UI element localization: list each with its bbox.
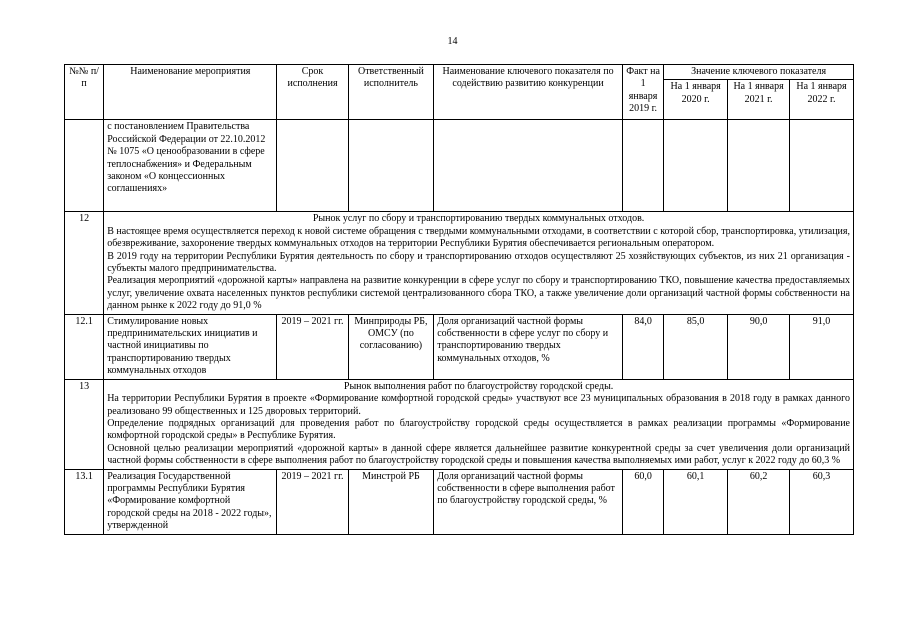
cell-term <box>277 120 348 212</box>
section-paragraph: Реализация мероприятий «дорожной карты» направлена на развитие конкуренции в сфере услуг по сбору и транспортированию ТКО, повышение качества предоставляемых услуг, увеличение охвата населенных пунктов республики системой централизованного сбора ТКО, а также увеличение доли организаций частной формы собственности на данном рынке к 2022 году до 91,0 % <box>107 275 850 312</box>
header-fact: Факт на 1 января 2019 г. <box>622 65 663 120</box>
cell-term: 2019 – 2021 гг. <box>277 314 348 379</box>
cell-2020: 60,1 <box>664 469 728 534</box>
cell-num: 13.1 <box>65 469 104 534</box>
cell-indicator: Доля организаций частной формы собственности в сфере услуг по сбору и транспортированию твердых коммунальных отходов, % <box>434 314 623 379</box>
section-row <box>65 379 854 469</box>
cell-2020 <box>664 120 728 212</box>
cell-responsible: Минприроды РБ, ОМСУ (по согласованию) <box>348 314 434 379</box>
section-body <box>104 379 854 469</box>
header-event: Наименование мероприятия <box>104 65 277 120</box>
section-body <box>104 212 854 314</box>
header-year-2021: На 1 января 2021 г. <box>728 80 790 120</box>
cell-event: Стимулирование новых предпринимательских инициатив и частной инициативы по транспортированию твердых коммунальных отходов <box>104 314 277 379</box>
section-row <box>65 212 854 314</box>
cell-responsible: Минстрой РБ <box>348 469 434 534</box>
header-responsible: Ответственный исполнитель <box>348 65 434 120</box>
header-term: Срок исполнения <box>277 65 348 120</box>
header-num: №№ п/п <box>65 65 104 120</box>
cell-fact <box>622 120 663 212</box>
header-indicator: Наименование ключевого показателя по содействию развитию конкуренции <box>434 65 623 120</box>
section-title: Рынок услуг по сбору и транспортированию твердых коммунальных отходов. <box>312 213 645 225</box>
cell-2022: 60,3 <box>790 469 854 534</box>
cell-indicator <box>434 120 623 212</box>
table-row <box>65 469 854 534</box>
roadmap-table <box>64 64 854 535</box>
cell-responsible <box>348 120 434 212</box>
table-row <box>65 120 854 212</box>
cell-2021 <box>728 120 790 212</box>
cell-event: с постановлением Правительства Российской Федерации от 22.10.2012 № 1075 «О ценообразовании в сфере теплоснабжения» и Федеральным законом «О концессионных соглашениях» <box>104 120 277 212</box>
section-paragraph: Определение подрядных организаций для проведения работ по благоустройству городской среды осуществляется в рамках реализации программы «Формирование комфортной городской среды» в Республике Бурятия. <box>107 417 850 442</box>
cell-term: 2019 – 2021 гг. <box>277 469 348 534</box>
section-paragraph: На территории Республики Бурятия в проекте «Формирование комфортной городской среды» участвуют все 23 муниципальных образования в 2018 году в рамках данного реализовано 99 общественных и 125 дворовых территорий. <box>107 393 850 417</box>
page-number: 14 <box>447 36 458 47</box>
cell-fact: 84,0 <box>622 314 663 379</box>
section-number: 13 <box>65 379 104 469</box>
section-number: 12 <box>65 212 104 314</box>
cell-fact: 60,0 <box>622 469 663 534</box>
cell-2021: 90,0 <box>728 314 790 379</box>
table-row <box>65 314 854 379</box>
cell-indicator: Доля организаций частной формы собственности в сфере выполнения работ по благоустройству городской среды, % <box>434 469 623 534</box>
cell-2022: 91,0 <box>790 314 854 379</box>
cell-num: 12.1 <box>65 314 104 379</box>
section-title: Рынок выполнения работ по благоустройству городской среды. <box>343 380 614 392</box>
cell-2020: 85,0 <box>664 314 728 379</box>
section-paragraph: Основной целью реализации мероприятий «дорожной карты» в данной сфере является дальнейшее развитие конкурентной среды за счет увеличения доли организаций частной формы собственности в сфере выполнения работ по благоустройству городской среды и повышения качества выполняемых ими работ, услуг к 2022 году до 60,3 % <box>107 442 850 467</box>
cell-2021: 60,2 <box>728 469 790 534</box>
header-year-2020: На 1 января 2020 г. <box>664 80 728 120</box>
section-paragraph: В настоящее время осуществляется переход к новой системе обращения с твердыми коммунальными отходами, в соответствии с которой сбор, транспортировка, утилизация, обезвреживание, захоронение твердых коммунальных отходов на территории Республики Бурятия обеспечивается региональным оператором. <box>107 225 850 250</box>
cell-event: Реализация Государственной программы Республики Бурятия «Формирование комфортной городской среды на 2018 - 2022 годы», утвержденной <box>104 469 277 534</box>
header-year-2022: На 1 января 2022 г. <box>790 80 854 120</box>
cell-2022 <box>790 120 854 212</box>
header-row <box>65 65 854 80</box>
header-values-group: Значение ключевого показателя <box>664 65 854 80</box>
section-paragraph: В 2019 году на территории Республики Бурятия деятельность по сбору и транспортированию отходов осуществляют 25 хозяйствующих субъектов, из них 21 организация - субъекты малого предпринимательства. <box>107 250 850 275</box>
cell-num <box>65 120 104 212</box>
